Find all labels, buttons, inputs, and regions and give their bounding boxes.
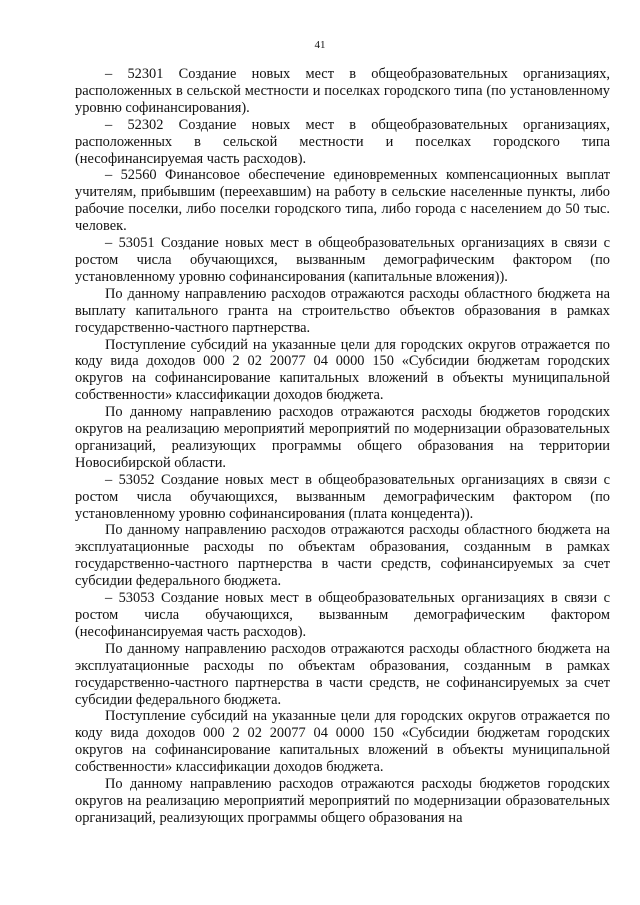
document-body (75, 66, 610, 827)
paragraph-53051-expenses: По данному направлению расходов отражаются расходы областного бюджета на выплату капитального гранта на строительство объектов образования в рамках государственно-частного партнерства. (75, 285, 610, 336)
paragraph-53051: – 53051 Создание новых мест в общеобразовательных организациях в связи с ростом числа обучающихся, вызванным демографическим фактором (по установленному уровню софинансирования (капитальные вложения)). (75, 235, 610, 285)
paragraph-53051-city-expenses: По данному направлению расходов отражаются расходы бюджетов городских округов на реализацию мероприятий мероприятий по модернизации образовательных организаций, реализующих программы общего образования на территории Новосибирской области. (75, 404, 610, 471)
paragraph-53053: – 53053 Создание новых мест в общеобразовательных организациях в связи с ростом числа обучающихся, вызванным демографическим фактором (несофинансируемая часть расходов). (75, 590, 610, 640)
paragraph-53051-income-code: Поступление субсидий на указанные цели для городских округов отражается по коду вида доходов 000 2 02 20077 04 0000 150 «Субсидии бюджетам городских округов на софинансирование капитальных вложений в объекты муниципальной собственности» классификации доходов бюджета. (75, 336, 610, 404)
paragraph-53053-expenses: По данному направлению расходов отражаются расходы областного бюджета на эксплуатационные расходы по объектам образования, созданным в рамках государственно-частного партнерства в части средств, не софинансируемых за счет субсидии федерального бюджета. (75, 640, 610, 708)
page-number: 41 (314, 39, 326, 51)
paragraph-53053-income-code: Поступление субсидий на указанные цели для городских округов отражается по коду вида доходов 000 2 02 20077 04 0000 150 «Субсидии бюджетам городских округов на софинансирование капитальных вложений в объекты муниципальной собственности» классификации доходов бюджета. (75, 708, 610, 776)
paragraph-52560: – 52560 Финансовое обеспечение единовременных компенсационных выплат учителям, прибывшим (переехавшим) на работу в сельские населенные пункты, либо рабочие поселки, либо поселки городского типа, либо города с населением до 50 тыс. человек. (75, 167, 610, 235)
paragraph-53052-expenses: По данному направлению расходов отражаются расходы областного бюджета на эксплуатационные расходы по объектам образования, созданным в рамках государственно-частного партнерства в части средств, софинансируемых за счет субсидии федерального бюджета. (75, 522, 610, 590)
paragraph-53052: – 53052 Создание новых мест в общеобразовательных организациях в связи с ростом числа обучающихся, вызванным демографическим фактором (по установленному уровню софинансирования (плата концедента)). (75, 471, 610, 522)
paragraph-53053-city-expenses: По данному направлению расходов отражаются расходы бюджетов городских округов на реализацию мероприятий мероприятий по модернизации образовательных организаций, реализующих программы общего образования на (75, 776, 610, 826)
paragraph-52301: – 52301 Создание новых мест в общеобразовательных организациях, расположенных в сельской местности и поселках городского типа (по установленному уровню софинансирования). (75, 66, 610, 116)
paragraph-52302: – 52302 Создание новых мест в общеобразовательных организациях, расположенных в сельской местности и поселках городского типа (несофинансируемая часть расходов). (75, 116, 610, 167)
